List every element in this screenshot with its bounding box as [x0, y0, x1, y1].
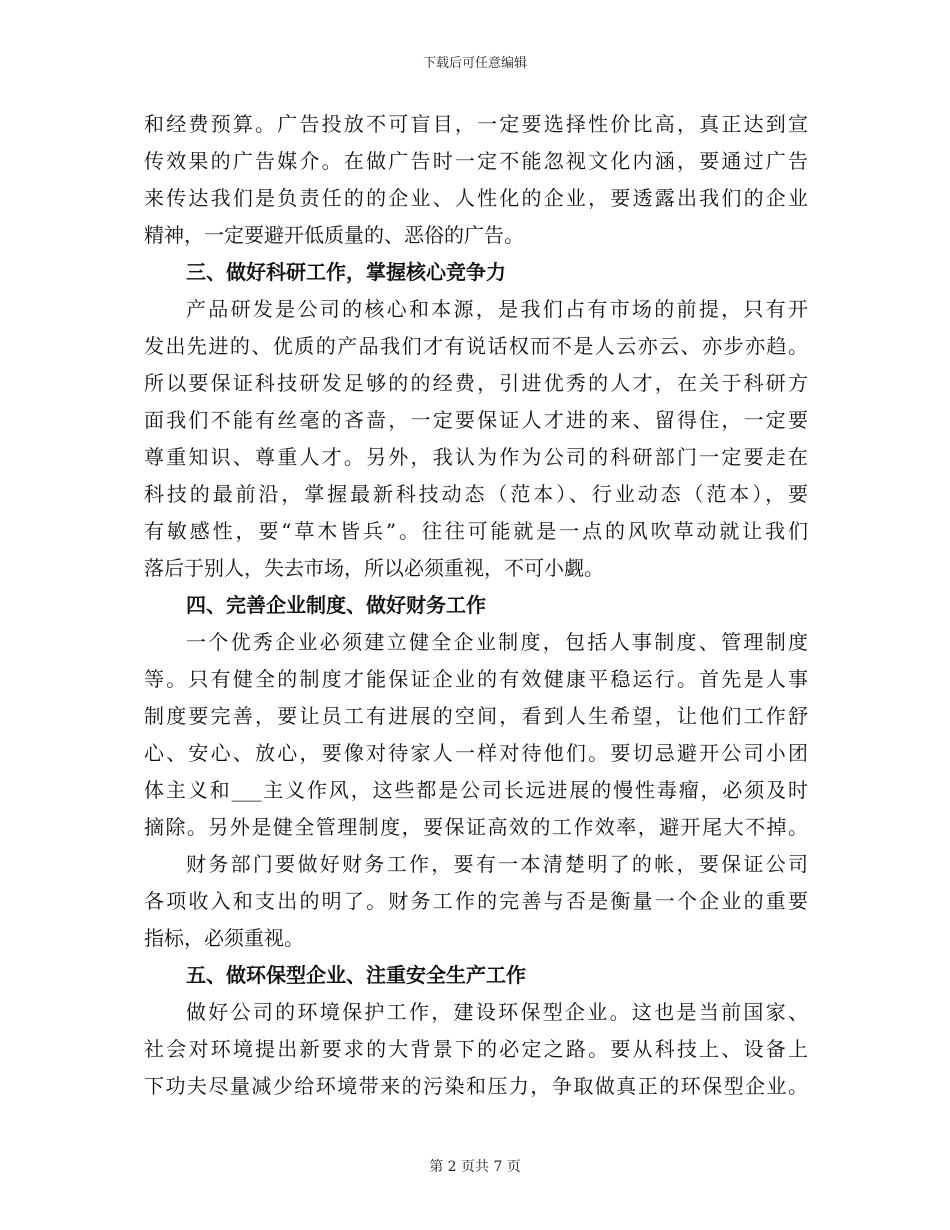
text-line: 财务部门要做好财务工作，要有一本清楚明了的帐，要保证公司: [186, 852, 808, 876]
section-heading-research: 三、做好科研工作，掌握核心竞争力: [186, 260, 506, 284]
text-line: 落后于别人，失去市场，所以必须重视，不可小觑。: [144, 556, 604, 580]
text-line: 尊重知识、尊重人才。另外，我认为作为公司的科研部门一定要走在: [144, 445, 808, 469]
text-line: 下功夫尽量减少给环境带来的污染和压力，争取做真正的环保型企业。: [144, 1074, 808, 1098]
text-line: 所以要保证科技研发足够的的经费，引进优秀的人才，在关于科研方: [144, 371, 808, 395]
page-footer: 第 2 页共 7 页: [429, 1159, 521, 1175]
text-line: 体主义和___主义作风，这些都是公司长远进展的慢性毒瘤，必须及时: [144, 778, 808, 802]
text-line: 制度要完善，要让员工有进展的空间，看到人生希望，让他们工作舒: [144, 704, 808, 728]
text-line: 各项收入和支出的明了。财务工作的完善与否是衡量一个企业的重要: [144, 889, 808, 913]
text-line: 等。只有健全的制度才能保证企业的有效健康平稳运行。首先是人事: [144, 667, 808, 691]
text-line: 一个优秀企业必须建立健全企业制度，包括人事制度、管理制度: [186, 630, 808, 654]
text-line: 面我们不能有丝毫的吝啬，一定要保证人才进的来、留得住，一定要: [144, 408, 808, 432]
paragraph-systems: [144, 624, 808, 846]
paragraph-environment: [144, 994, 808, 1105]
document-body: [144, 106, 808, 1105]
text-line: 科技的最前沿，掌握最新科技动态（范本）、行业动态（范本），要: [144, 482, 808, 506]
section-heading-environment: 五、做环保型企业、注重安全生产工作: [186, 963, 526, 987]
text-line: 来传达我们是负责任的的企业、人性化的企业，要透露出我们的企业: [144, 186, 808, 210]
section-heading-systems: 四、完善企业制度、做好财务工作: [186, 593, 486, 617]
paragraph-finance: [144, 846, 808, 957]
text-line: 传效果的广告媒介。在做广告时一定不能忽视文化内涵，要通过广告: [144, 149, 808, 173]
page-header: 下载后可任意编辑: [422, 56, 527, 71]
text-line: 产品研发是公司的核心和本源，是我们占有市场的前提，只有开: [186, 297, 808, 321]
text-line: 发出先进的、优质的产品我们才有说话权而不是人云亦云、亦步亦趋。: [144, 334, 808, 358]
text-line: 心、安心、放心，要像对待家人一样对待他们。要切忌避开公司小团: [144, 741, 808, 765]
text-line: 摘除。另外是健全管理制度，要保证高效的工作效率，避开尾大不掉。: [144, 815, 808, 839]
paragraph-research: [144, 291, 808, 587]
paragraph-continuation: [144, 106, 808, 254]
text-line: 有敏感性，要“草木皆兵”。往往可能就是一点的风吹草动就让我们: [144, 519, 808, 543]
text-line: 和经费预算。广告投放不可盲目，一定要选择性价比高，真正达到宣: [144, 112, 808, 136]
text-line: 指标，必须重视。: [144, 926, 304, 950]
text-line: 社会对环境提出新要求的大背景下的必定之路。要从科技上、设备上: [144, 1037, 808, 1061]
text-line: 做好公司的环境保护工作，建设环保型企业。这也是当前国家、: [186, 1000, 808, 1024]
text-line: 精神，一定要避开低质量的、恶俗的广告。: [144, 223, 524, 247]
